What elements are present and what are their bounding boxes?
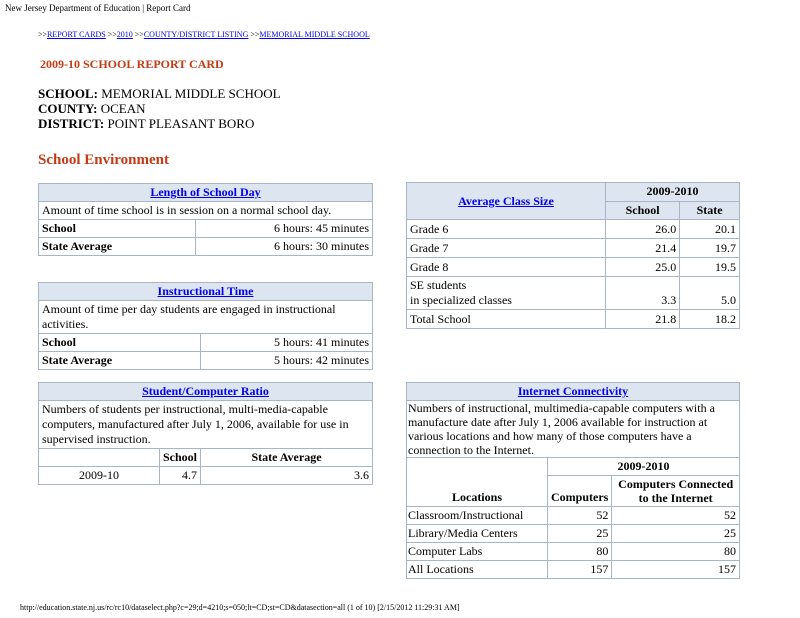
breadcrumb-separator: >> xyxy=(38,30,48,39)
county-label: COUNTY: xyxy=(38,101,98,116)
row-label: Grade 6 xyxy=(407,220,606,239)
breadcrumb-report-cards-link[interactable]: REPORT CARDS xyxy=(47,30,106,39)
school-info-line xyxy=(38,86,281,101)
school-value: 3.3 xyxy=(606,277,680,310)
col-header-locations: Locations xyxy=(407,458,548,507)
internet-year: 2009-2010 xyxy=(548,458,740,476)
state-value: 20.1 xyxy=(680,220,740,239)
row-label xyxy=(407,277,606,310)
row-value: 6 hours: 45 minutes xyxy=(196,220,373,238)
district-label: DISTRICT: xyxy=(38,116,105,131)
school-value: 21.4 xyxy=(606,239,680,258)
col-header-connected: Computers Connected to the Internet xyxy=(612,476,740,507)
breadcrumb xyxy=(38,30,370,39)
internet-title-link[interactable]: Internet Connectivity xyxy=(517,384,629,398)
row-label: State Average xyxy=(39,238,196,256)
connected-value: 80 xyxy=(612,543,740,561)
instructional-time-table xyxy=(38,282,373,370)
computer-ratio-header xyxy=(39,383,373,401)
internet-header xyxy=(407,383,740,401)
row-label: Grade 8 xyxy=(407,258,606,277)
instructional-time-description: Amount of time per day students are engaged in instructional activities. xyxy=(39,301,373,334)
table-row xyxy=(407,258,740,277)
breadcrumb-separator: >> xyxy=(107,30,117,39)
table-row xyxy=(39,238,373,256)
class-size-title-link[interactable]: Average Class Size xyxy=(458,193,554,208)
row-label-line: SE students xyxy=(410,278,467,292)
state-value: 18.2 xyxy=(680,310,740,329)
table-row xyxy=(407,220,740,239)
school-value: MEMORIAL MIDDLE SCHOOL xyxy=(97,86,281,101)
computers-value: 157 xyxy=(548,561,612,579)
school-day-description: Amount of time school is in session on a normal school day. xyxy=(39,202,373,220)
table-row xyxy=(39,334,373,352)
school-value: 25.0 xyxy=(606,258,680,277)
school-value: 26.0 xyxy=(606,220,680,239)
school-label: SCHOOL: xyxy=(38,86,98,101)
row-label: Library/Media Centers xyxy=(407,525,548,543)
row-label: Computer Labs xyxy=(407,543,548,561)
school-day-table xyxy=(38,183,373,256)
breadcrumb-school-link[interactable]: MEMORIAL MIDDLE SCHOOL xyxy=(259,30,370,39)
computer-ratio-title-link[interactable]: Student/Computer Ratio xyxy=(142,384,269,398)
row-label-line: in specialized classes xyxy=(410,293,512,307)
row-value: 6 hours: 30 minutes xyxy=(196,238,373,256)
class-size-year: 2009-2010 xyxy=(606,183,740,202)
computer-ratio-description: Numbers of students per instructional, multi-media-capable computers, manufactured after July 1, 2006, available for use in supervised instruction. xyxy=(39,401,373,449)
school-day-header xyxy=(39,184,373,202)
breadcrumb-year-link[interactable]: 2010 xyxy=(116,30,133,39)
col-header-state: State Average xyxy=(201,449,373,467)
internet-connectivity-table xyxy=(406,382,740,579)
table-row xyxy=(407,561,740,579)
class-size-header xyxy=(407,183,606,220)
row-label: Total School xyxy=(407,310,606,329)
district-info-line xyxy=(38,116,254,131)
table-row xyxy=(407,277,740,310)
row-value: 5 hours: 42 minutes xyxy=(201,352,373,370)
district-value: POINT PLEASANT BORO xyxy=(104,116,255,131)
empty-cell xyxy=(39,449,160,467)
internet-description: Numbers of instructional, multimedia-capable computers with a manufacture date after July 1, 2006 available for instruction at various locations and how many of those computers have a connection to the Internet. xyxy=(407,401,740,458)
footer-url: http://education.state.nj.us/rc/rc10/dataselect.php?c=29;d=4210;s=050;lt=CD;st=CD&datasection=all (1 of 10) [2/15/2012 11:29:31 AM] xyxy=(20,603,460,612)
table-row xyxy=(407,507,740,525)
col-header-state: State xyxy=(680,201,740,220)
county-value: OCEAN xyxy=(97,101,146,116)
col-header-school: School xyxy=(160,449,201,467)
table-row xyxy=(407,525,740,543)
row-label: State Average xyxy=(39,352,201,370)
row-label: Classroom/Instructional xyxy=(407,507,548,525)
connected-value: 52 xyxy=(612,507,740,525)
table-row xyxy=(407,239,740,258)
state-value: 19.7 xyxy=(680,239,740,258)
computer-ratio-table xyxy=(38,382,373,485)
row-label: All Locations xyxy=(407,561,548,579)
school-value: 21.8 xyxy=(606,310,680,329)
col-header-computers: Computers xyxy=(548,476,612,507)
breadcrumb-county-district-link[interactable]: COUNTY/DISTRICT LISTING xyxy=(143,30,249,39)
computers-value: 52 xyxy=(548,507,612,525)
class-size-table xyxy=(406,182,740,329)
col-header-school: School xyxy=(606,201,680,220)
row-label: School xyxy=(39,220,196,238)
instructional-time-header xyxy=(39,283,373,301)
row-label: School xyxy=(39,334,201,352)
table-row xyxy=(39,467,373,485)
state-value: 5.0 xyxy=(680,277,740,310)
row-label: Grade 7 xyxy=(407,239,606,258)
school-day-title-link[interactable]: Length of School Day xyxy=(150,185,261,199)
section-heading: School Environment xyxy=(38,152,169,168)
breadcrumb-separator: >> xyxy=(134,30,144,39)
table-row xyxy=(407,310,740,329)
breadcrumb-separator: >> xyxy=(250,30,260,39)
computers-value: 80 xyxy=(548,543,612,561)
report-title: 2009-10 SCHOOL REPORT CARD xyxy=(40,57,224,71)
instructional-time-title-link[interactable]: Instructional Time xyxy=(157,284,254,298)
table-row xyxy=(407,543,740,561)
row-year: 2009-10 xyxy=(39,467,160,485)
state-value: 19.5 xyxy=(680,258,740,277)
school-ratio-value: 4.7 xyxy=(160,467,201,485)
state-ratio-value: 3.6 xyxy=(201,467,373,485)
county-info-line xyxy=(38,101,146,116)
connected-value: 157 xyxy=(612,561,740,579)
computers-value: 25 xyxy=(548,525,612,543)
page-header-title: New Jersey Department of Education | Report Card xyxy=(5,3,191,13)
table-row xyxy=(39,220,373,238)
connected-value: 25 xyxy=(612,525,740,543)
row-value: 5 hours: 41 minutes xyxy=(201,334,373,352)
table-row xyxy=(39,352,373,370)
